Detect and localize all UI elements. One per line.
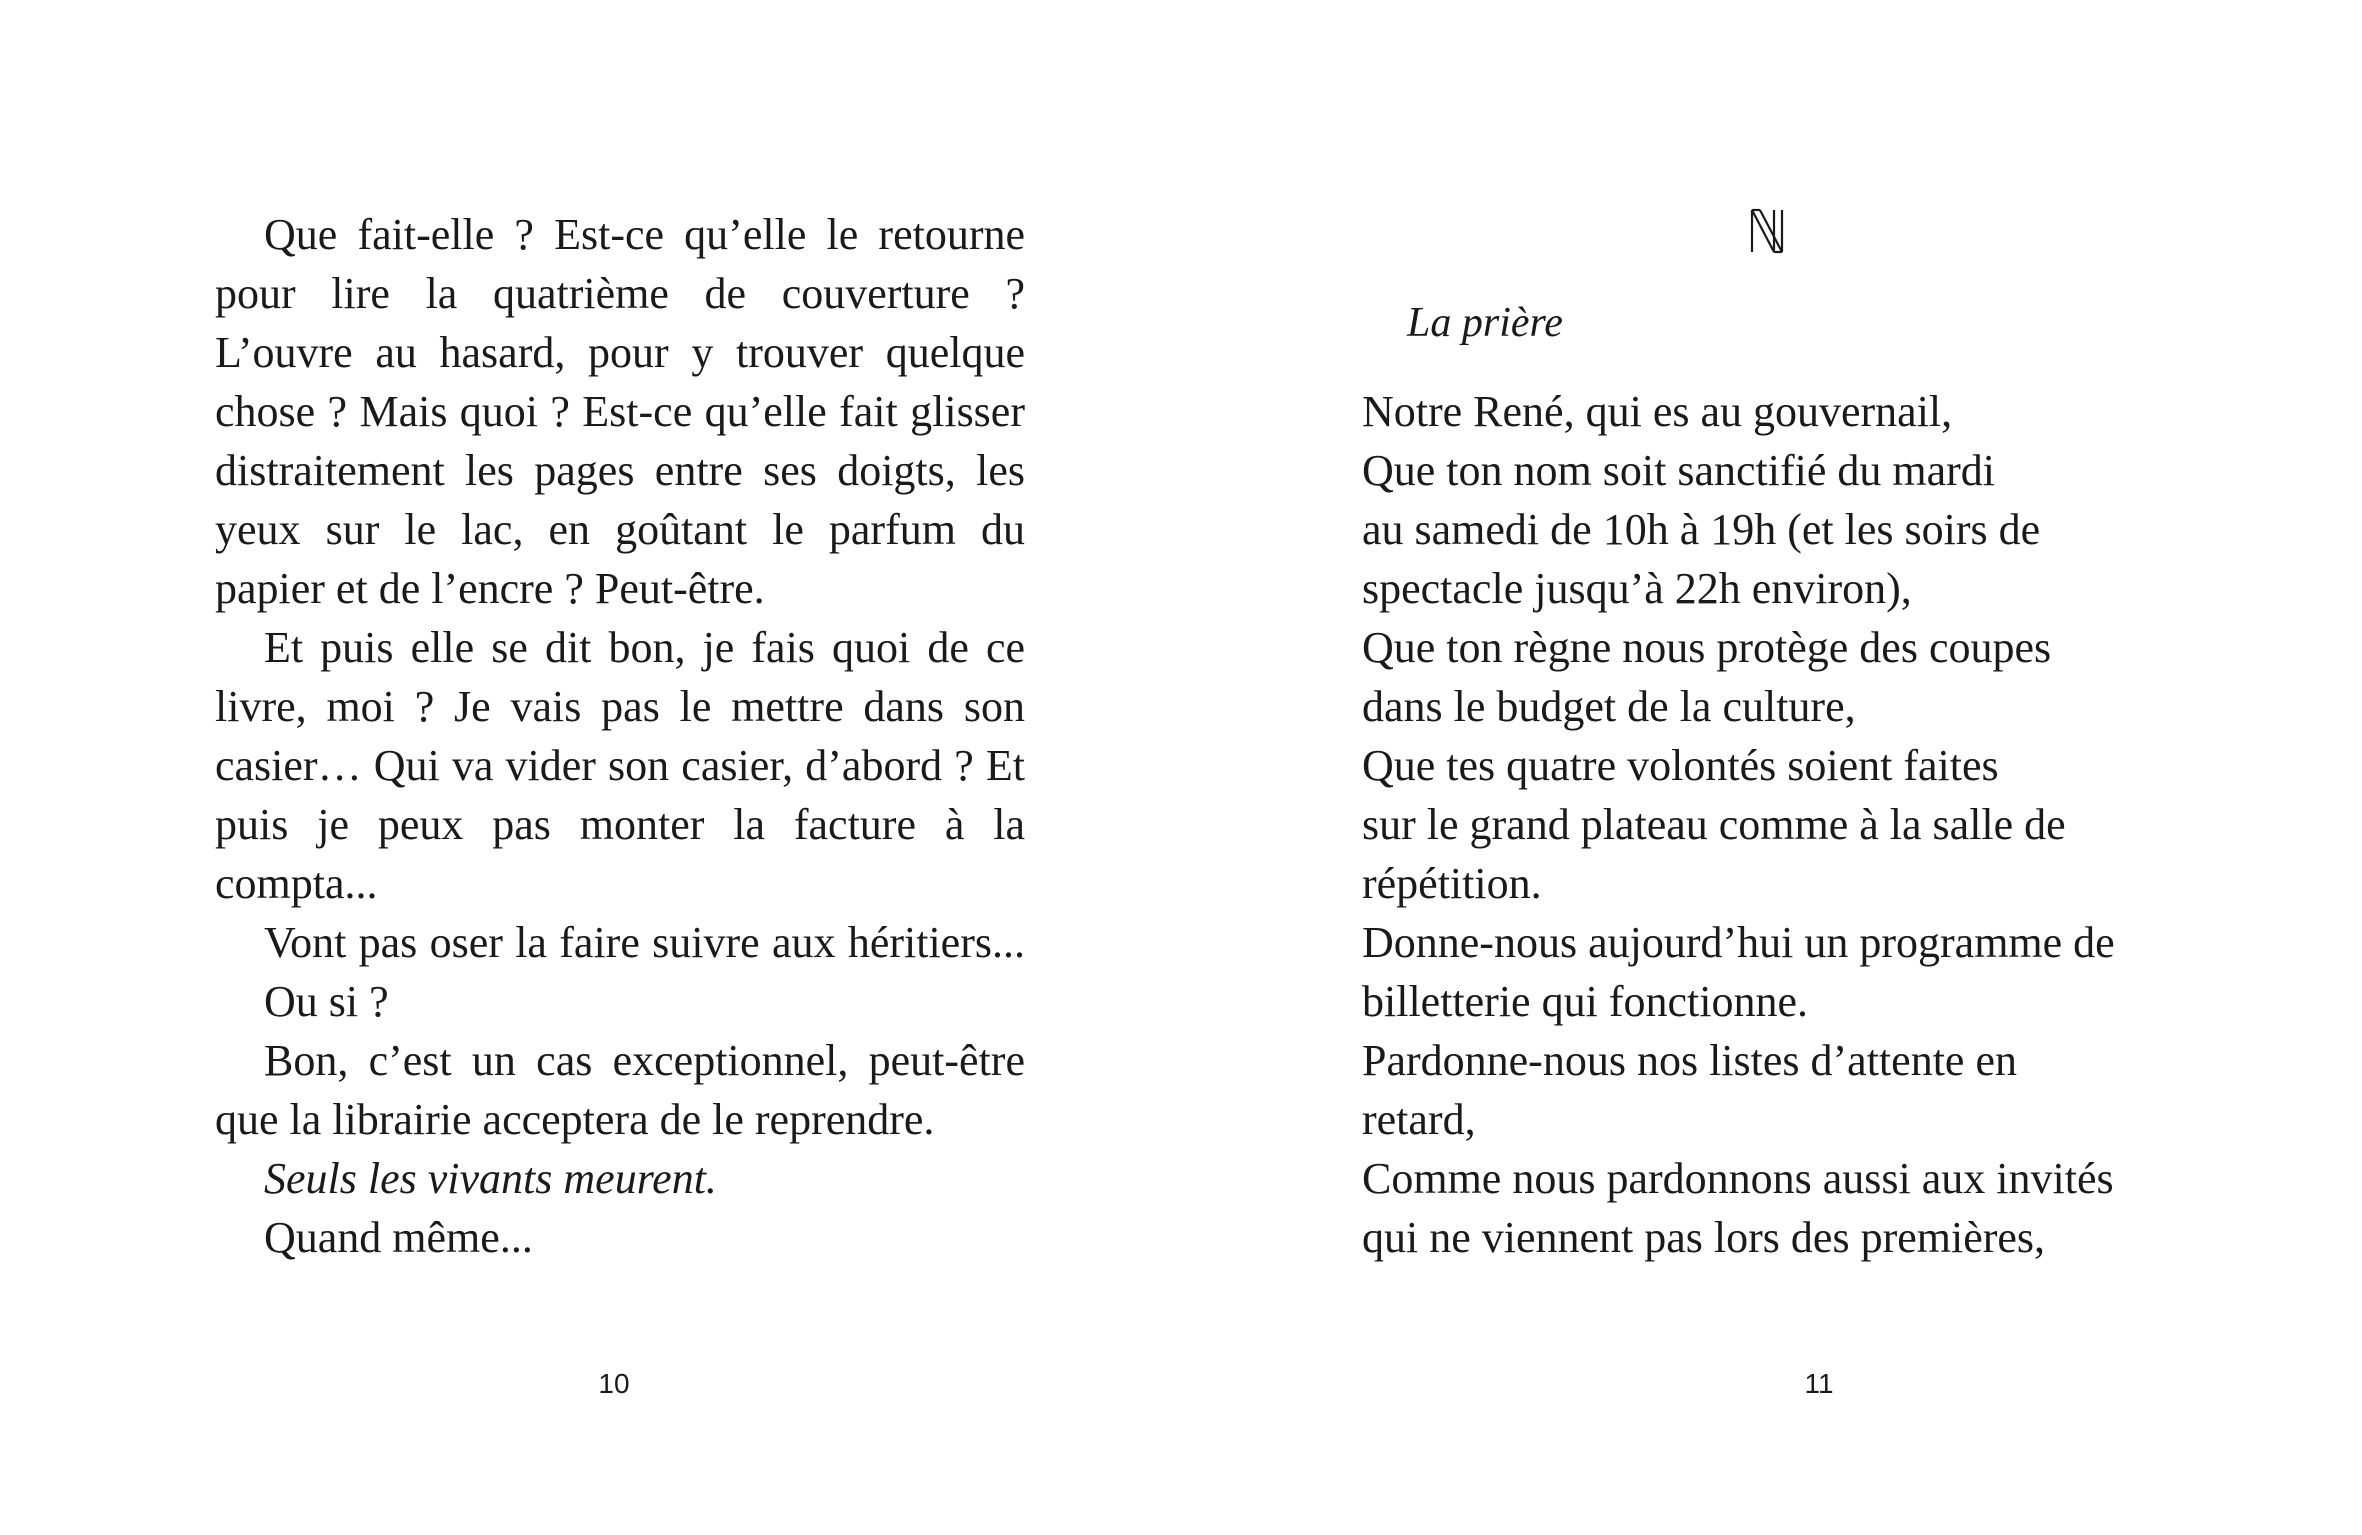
left-page-text xyxy=(215,205,1025,1267)
poem-line: dans le budget de la culture, xyxy=(1362,682,1856,731)
poem-line: Que tes quatre volontés soient faites xyxy=(1362,741,1999,790)
publisher-n-logo-icon xyxy=(1749,206,1785,256)
poem-line: spectacle jusqu’à 22h environ), xyxy=(1362,564,1912,613)
poem-line: au samedi de 10h à 19h (et les soirs de xyxy=(1362,505,2041,554)
right-page xyxy=(1181,0,2362,1535)
paragraph: Vont pas oser la faire suivre aux héritiers... xyxy=(264,918,1025,967)
italic-paragraph: Seuls les vivants meurent. xyxy=(264,1154,717,1203)
poem-line: Que ton règne nous protège des coupes xyxy=(1362,623,2052,672)
poem-line: Donne-nous aujourd’hui un programme de xyxy=(1362,918,2115,967)
paragraph: Que fait-elle ? Est-ce qu’elle le retourne pour lire la quatrième de couverture ? L’ouvre au hasard, pour y trouver quelque chose ? Mais quoi ? Est-ce qu’elle fait glisser distraitement les pages entre ses doigts, les yeux sur le lac, en goûtant le parfum du papier et de l’encre ? Peut-être. xyxy=(215,210,1025,613)
poem-line: répétition. xyxy=(1362,859,1542,908)
page-number: 10 xyxy=(598,1368,630,1399)
paragraph: Quand même... xyxy=(264,1213,533,1262)
poem-line: Notre René, qui es au gouvernail, xyxy=(1362,387,1953,436)
paragraph: Et puis elle se dit bon, je fais quoi de ce livre, moi ? Je vais pas le mettre dans son casier… Qui va vider son casier, d’abord ? Et puis je peux pas monter la facture à la compta... xyxy=(215,623,1025,908)
poem-line: Pardonne-nous nos listes d’attente en xyxy=(1362,1036,2017,1085)
poem-line: retard, xyxy=(1362,1095,1476,1144)
poem-line: billetterie qui fonctionne. xyxy=(1362,977,1808,1026)
poem-line: qui ne viennent pas lors des premières, xyxy=(1362,1213,2046,1262)
paragraph: Bon, c’est un cas exceptionnel, peut-être que la librairie acceptera de le reprendre. xyxy=(215,1036,1025,1144)
page-number: 11 xyxy=(1804,1368,1834,1399)
poem-line: Comme nous pardonnons aussi aux invités xyxy=(1362,1154,2114,1203)
poem-body xyxy=(1362,382,2182,1267)
poem-line: sur le grand plateau comme à la salle de xyxy=(1362,800,2066,849)
poem-line: Que ton nom soit sanctifié du mardi xyxy=(1362,446,1995,495)
paragraph: Ou si ? xyxy=(264,977,389,1026)
poem-title: La prière xyxy=(1407,300,1563,346)
